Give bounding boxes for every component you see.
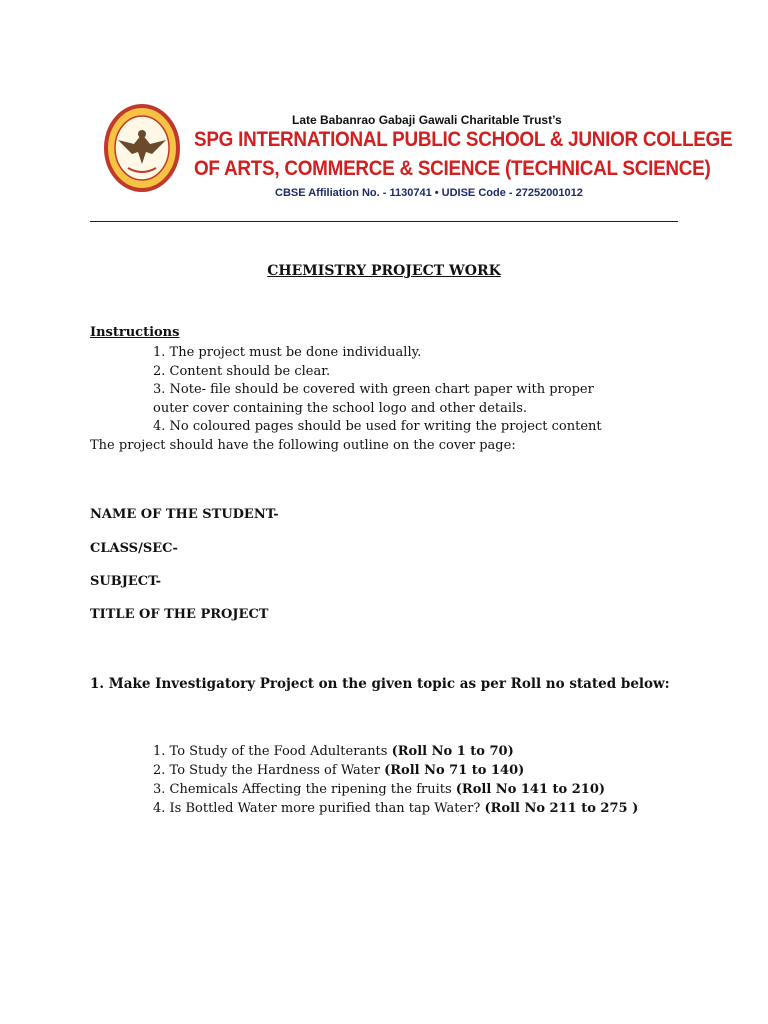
topics-list <box>153 742 713 818</box>
trust-name: Late Babanrao Gabaji Gawali Charitable Trust’s <box>292 113 562 127</box>
instruction-item: 1. The project must be done individually. <box>153 345 422 360</box>
header-divider <box>90 221 678 222</box>
instruction-item: 2. Content should be clear. <box>153 363 331 379</box>
instruction-item: 3. Note- file should be covered with green chart paper with proper outer cover containing the school logo and other details. <box>153 382 594 416</box>
topic-item <box>153 761 713 780</box>
affiliation-line: CBSE Affiliation No. - 1130741 • UDISE Code - 27252001012 <box>275 187 583 199</box>
school-name-line-1: SPG INTERNATIONAL PUBLIC SCHOOL & JUNIOR COLLEGE <box>194 128 733 151</box>
field-subject: SUBJECT- <box>90 574 162 589</box>
instructions-list <box>153 344 633 437</box>
instructions-heading: Instructions <box>90 325 180 340</box>
field-student-name: NAME OF THE STUDENT- <box>90 507 279 522</box>
topic-roll: (Roll No 1 to 70) <box>391 744 514 759</box>
topic-text: 2. To Study the Hardness of Water <box>153 763 385 778</box>
topic-roll: (Roll No 211 to 275 ) <box>484 801 639 816</box>
outline-intro: The project should have the following outline on the cover page: <box>90 438 516 453</box>
school-logo-icon <box>104 104 180 192</box>
topic-item <box>153 799 713 818</box>
school-name-line-2: OF ARTS, COMMERCE & SCIENCE (TECHNICAL SCIENCE) <box>194 157 711 180</box>
topic-item <box>153 742 713 761</box>
topic-text: 3. Chemicals Affecting the ripening the fruits <box>153 782 456 797</box>
topic-text: 1. To Study of the Food Adulterants <box>153 744 392 759</box>
field-project-title: TITLE OF THE PROJECT <box>90 607 269 622</box>
field-class-section: CLASS/SEC- <box>90 541 178 556</box>
topic-roll: (Roll No 71 to 140) <box>384 763 525 778</box>
topic-text: 4. Is Bottled Water more purified than tap Water? <box>153 801 485 816</box>
task-heading: 1. Make Investigatory Project on the given topic as per Roll no stated below: <box>90 676 670 692</box>
page-title: CHEMISTRY PROJECT WORK <box>267 263 501 279</box>
topic-item <box>153 780 713 799</box>
instruction-item: 4. No coloured pages should be used for writing the project content <box>153 419 602 434</box>
topic-roll: (Roll No 141 to 210) <box>455 782 606 797</box>
